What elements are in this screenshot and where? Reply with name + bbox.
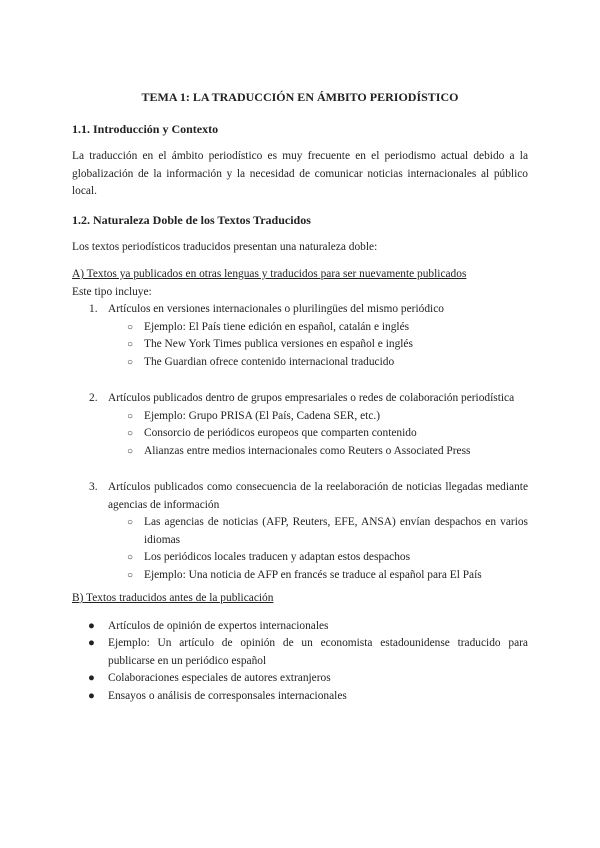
bullet-item [72,688,528,706]
document-page [72,88,528,705]
sub-item [108,549,528,567]
bullet-item [72,670,528,688]
bullet-text: Ejemplo: Un artículo de opinión de un economista estadounidense traducido para publicarse en un periódico español [108,637,528,667]
bullet-icon: ● [88,689,95,702]
sub-item [108,514,528,549]
sub-item-text: Las agencias de noticias (AFP, Reuters, EFE, ANSA) envían despachos en varios idiomas [144,516,528,546]
sub-item [108,425,528,443]
bullet-text: Colaboraciones especiales de autores extranjeros [108,672,331,684]
numbered-list [72,301,528,584]
sub-item-text: Ejemplo: El País tiene edición en español, catalán e inglés [144,320,410,333]
circle-bullet-icon: ○ [127,410,134,422]
sub-item-text: Ejemplo: Una noticia de AFP en francés se traduce al español para El País [144,568,482,581]
sub-item-text: Alianzas entre medios internacionales como Reuters o Associated Press [144,444,471,457]
numbered-item [72,479,528,584]
sub-item [108,567,528,585]
section-heading-1-1: 1.1. Introducción y Contexto [72,122,219,136]
item-text: Artículos publicados como consecuencia de la reelaboración de noticias llegadas mediante agencias de información [108,481,528,511]
sub-list [108,514,528,584]
circle-bullet-icon: ○ [127,428,134,439]
item-number: 2. [89,392,98,404]
intro-paragraph: La traducción en el ámbito periodístico es muy frecuente en el periodismo actual debido a la globalización de la información y la necesidad de comunicar noticias internacionales al público local. [72,150,528,197]
bullet-icon: ● [88,672,95,684]
document-title: TEMA 1: LA TRADUCCIÓN EN ÁMBITO PERIODÍSTICO [141,90,459,104]
sub-item [108,354,528,372]
bullet-item [72,635,528,670]
nature-intro: Los textos periodísticos traducidos presentan una naturaleza doble: [72,240,378,253]
circle-bullet-icon: ○ [127,517,134,528]
bullet-item [72,618,528,636]
sub-item [108,319,528,337]
numbered-item [72,301,528,390]
sub-item [108,443,528,461]
sub-item-text: The Guardian ofrece contenido internacional traducido [144,355,395,368]
subsection-b-heading: B) Textos traducidos antes de la publicación [72,592,274,604]
bullet-text: Ensayos o análisis de corresponsales internacionales [108,689,347,702]
sub-item-text: The New York Times publica versiones en español e inglés [144,338,413,350]
circle-bullet-icon: ○ [127,552,134,563]
bullet-icon: ● [88,619,95,632]
circle-bullet-icon: ○ [127,356,134,368]
circle-bullet-icon: ○ [127,339,134,350]
subsection-a-heading: A) Textos ya publicados en otras lenguas y traducidos para ser nuevamente publicados [72,268,467,280]
numbered-item [72,390,528,479]
sub-item-text: Consorcio de periódicos europeos que comparten contenido [144,427,417,439]
sub-list [108,319,528,372]
bullet-icon: ● [88,637,95,649]
item-text: Artículos publicados dentro de grupos empresariales o redes de colaboración periodística [108,392,515,404]
bullet-list [72,618,528,706]
sub-item [108,408,528,426]
circle-bullet-icon: ○ [127,321,134,333]
item-number: 1. [89,303,98,315]
circle-bullet-icon: ○ [127,569,134,581]
sub-item-text: Ejemplo: Grupo PRISA (El País, Cadena SER, etc.) [144,409,381,422]
sub-item [108,336,528,354]
item-number: 3. [89,481,98,493]
circle-bullet-icon: ○ [127,445,134,457]
item-text: Artículos en versiones internacionales o plurilingües del mismo periódico [108,303,444,315]
sub-item-text: Los periódicos locales traducen y adaptan estos despachos [144,551,411,563]
section-heading-1-2: 1.2. Naturaleza Doble de los Textos Traducidos [72,212,311,227]
subsection-a-intro: Este tipo incluye: [72,285,152,298]
sub-list [108,408,528,461]
bullet-text: Artículos de opinión de expertos internacionales [108,619,329,632]
